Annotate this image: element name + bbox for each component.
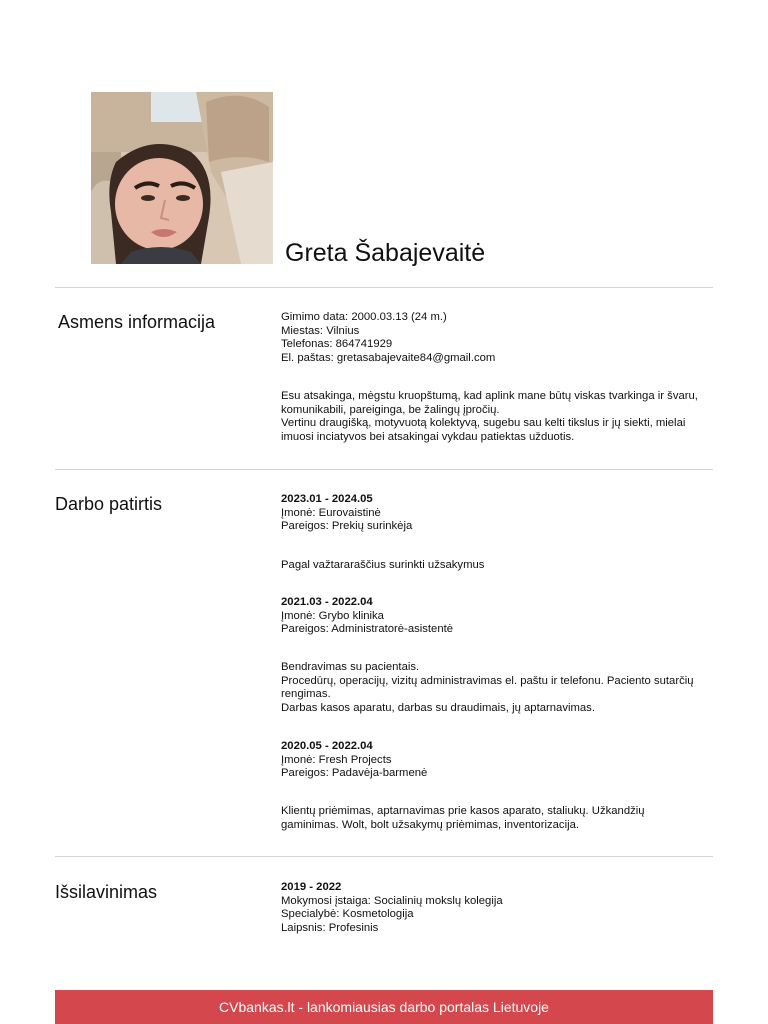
education-degree: Laipsnis: Profesinis bbox=[281, 921, 379, 934]
job-description bbox=[281, 661, 713, 715]
job-description-line: Klientų priėmimas, aptarnavimas prie kasos aparato, staliukų. Užkandžių bbox=[281, 805, 645, 817]
job-company: Įmonė: Fresh Projects bbox=[281, 753, 392, 766]
about-line: komunikabili, pareiginga, be žalingų įpročių. bbox=[281, 403, 500, 416]
profile-photo-image bbox=[91, 92, 273, 264]
section-title-education: Išsilavinimas bbox=[55, 882, 158, 902]
job-entry bbox=[281, 493, 713, 534]
email: El. paštas: gretasabajevaite84@gmail.com bbox=[281, 351, 496, 364]
education-entry bbox=[281, 881, 713, 935]
job-description-line: Procedūrų, operacijų, vizitų administravimas el. paštu ir telefonu. Paciento sutarčių bbox=[281, 674, 694, 687]
about-me bbox=[281, 390, 713, 444]
job-description bbox=[281, 559, 713, 573]
section-title-experience: Darbo patirtis bbox=[55, 494, 163, 514]
job-position: Pareigos: Prekių surinkėja bbox=[281, 520, 413, 533]
job-description-line: gaminimas. Wolt, bolt užsakymų priėmimas, inventorizacija. bbox=[281, 818, 580, 831]
divider bbox=[55, 287, 713, 288]
job-entry bbox=[281, 596, 713, 637]
footer-banner[interactable] bbox=[55, 990, 713, 1024]
section-title-personal: Asmens informacija bbox=[58, 312, 216, 332]
job-period: 2020.05 - 2022.04 bbox=[281, 740, 373, 752]
job-description-line: Bendravimas su pacientais. bbox=[281, 661, 420, 673]
divider bbox=[55, 856, 713, 857]
job-position: Pareigos: Padavėja-barmenė bbox=[281, 767, 428, 780]
phone: Telefonas: 864741929 bbox=[281, 338, 393, 351]
divider bbox=[55, 469, 713, 470]
personal-details bbox=[281, 311, 713, 365]
education-period: 2019 - 2022 bbox=[281, 881, 342, 893]
profile-photo bbox=[91, 92, 273, 264]
job-description-line: Pagal važtararaščius surinkti užsakymus bbox=[281, 559, 485, 571]
education-institution: Mokymosi įstaiga: Socialinių mokslų kolegija bbox=[281, 894, 503, 907]
job-entry bbox=[281, 740, 713, 781]
job-period: 2021.03 - 2022.04 bbox=[281, 596, 373, 608]
birth-date: Gimimo data: 2000.03.13 (24 m.) bbox=[281, 311, 447, 323]
job-period: 2023.01 - 2024.05 bbox=[281, 493, 373, 505]
job-description-line: Darbas kasos aparatu, darbas su draudimais, jų aptarnavimas. bbox=[281, 701, 595, 714]
candidate-name: Greta Šabajevaitė bbox=[285, 239, 486, 267]
job-description bbox=[281, 805, 713, 832]
job-position: Pareigos: Administratorė-asistentė bbox=[281, 623, 454, 636]
about-line: Vertinu draugišką, motyvuotą kolektyvą, sugebu sau kelti tikslus ir jų siekti, mielai bbox=[281, 417, 686, 430]
city: Miestas: Vilnius bbox=[281, 324, 360, 337]
education-specialty: Specialybė: Kosmetologija bbox=[281, 908, 414, 921]
about-line: imuosi inciatyvos bei atsakingai vykdau patiektas užduotis. bbox=[281, 430, 575, 443]
job-company: Įmonė: Grybo klinika bbox=[281, 609, 384, 622]
job-company: Įmonė: Eurovaistinė bbox=[281, 506, 381, 519]
footer-link-text[interactable]: CVbankas.lt - lankomiausias darbo portalas Lietuvoje bbox=[219, 999, 549, 1015]
job-description-line: rengimas. bbox=[281, 688, 331, 701]
about-line: Esu atsakinga, mėgstu kruopštumą, kad aplink mane būtų viskas tvarkinga ir švaru, bbox=[281, 390, 698, 402]
